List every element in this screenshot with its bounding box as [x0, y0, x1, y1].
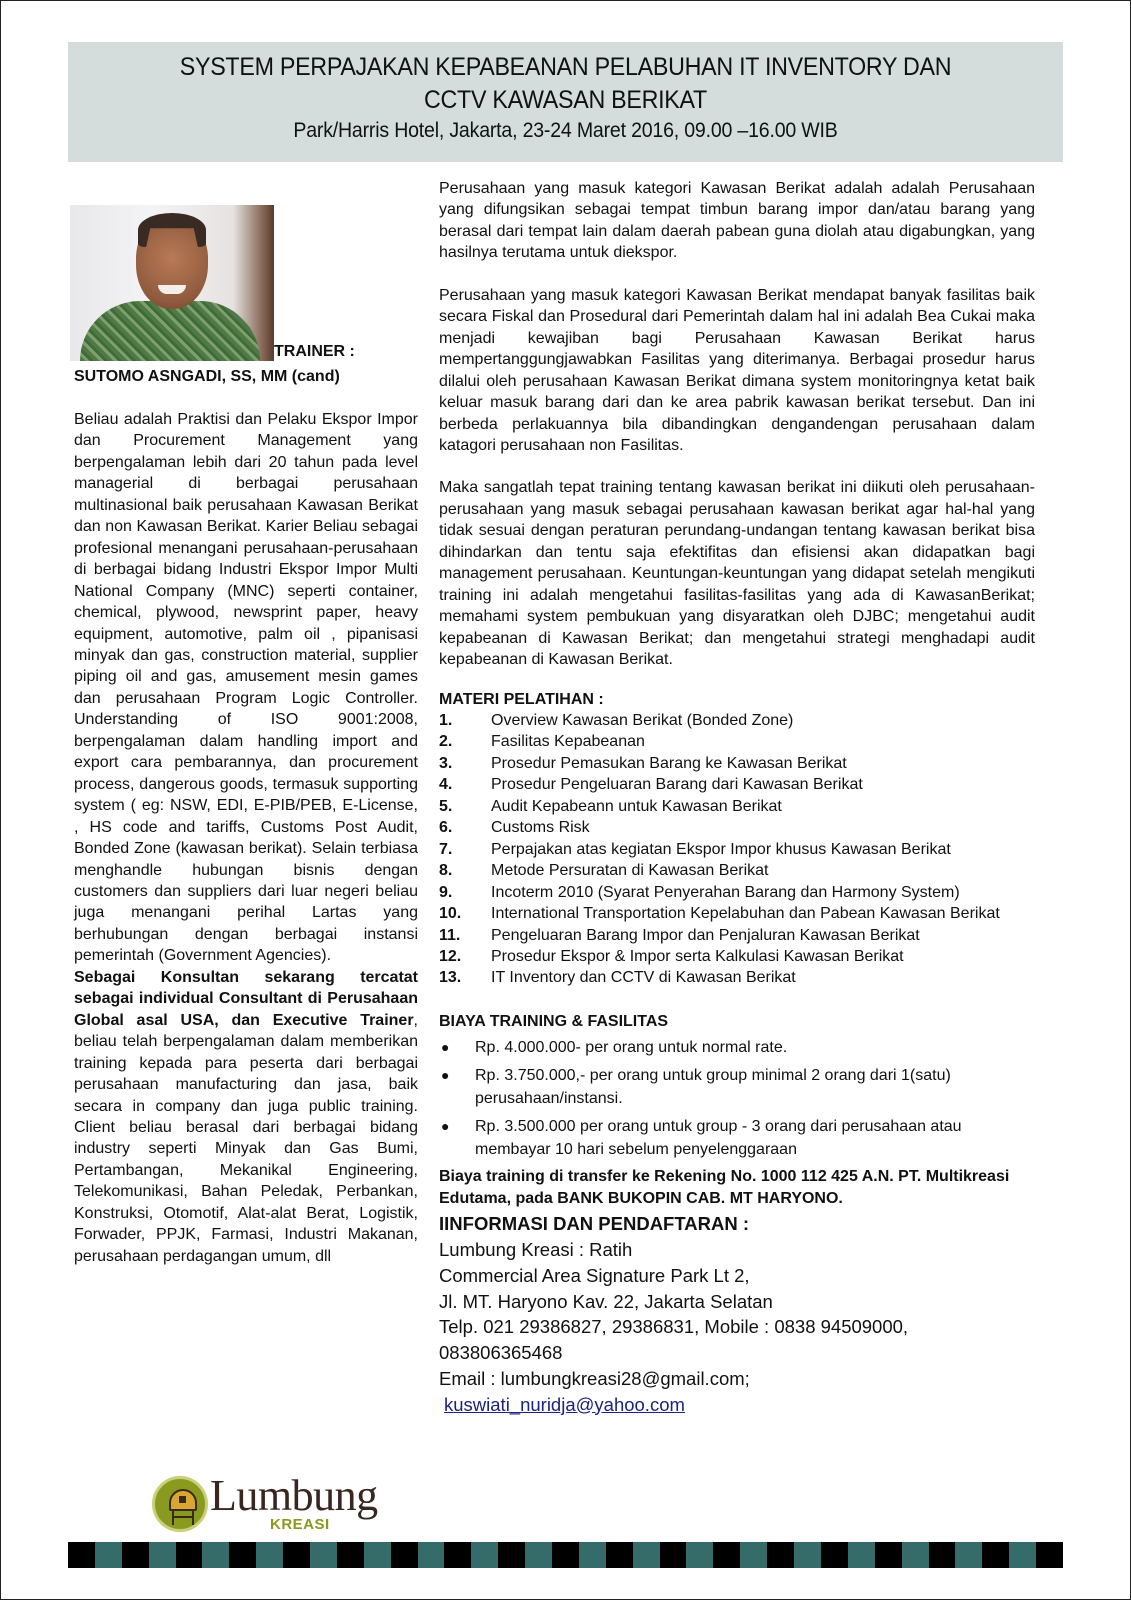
contact-email: Email : lumbungkreasi28@gmail.com; — [439, 1367, 750, 1389]
trainer-photo — [70, 205, 274, 361]
contact-phone-1: Telp. 021 29386827, 29386831, Mobile : 0838 94509000, — [439, 1316, 909, 1338]
materi-item — [439, 903, 1035, 924]
logo-subtitle: KREASI — [270, 1516, 330, 1533]
item-text: Prosedur Ekspor & Impor serta Kalkulasi Kawasan Berikat — [491, 947, 904, 965]
bio-text-2: , beliau telah berpengalaman dalam memberikan training kepada para peserta dari berbagai perusahaan manufacturing dan jasa, baik secara in company dan juga public training. Client beliau berasal dari berbagai bidang industry seperti Minyak dan Gas Bumi, Pertambangan, Mekanikal Engineering, Telekomunikasi, Bahan Peledak, Perbankan, Konstruksi, Otomotif, Alat-alat Berat, Logistik, Forwader, PPJK, Farmasi, Industri Makanan, perusahaan perdagangan umum, dll — [74, 1011, 418, 1265]
item-text: Incoterm 2010 (Syarat Penyerahan Barang dan Harmony System) — [491, 883, 960, 901]
item-number: 12. — [439, 947, 462, 965]
header-band — [68, 42, 1063, 162]
fees-title: BIAYA TRAINING & FASILITAS — [439, 1012, 669, 1030]
right-column — [439, 178, 1035, 1417]
item-number: 9. — [439, 883, 453, 901]
materi-item — [439, 796, 1035, 817]
item-number: 11. — [439, 926, 461, 944]
bullet-icon: ● — [441, 1067, 450, 1084]
fee-text: Rp. 3.750.000,- per orang untuk group minimal 2 orang dari 1(satu) perusahaan/instansi. — [475, 1067, 951, 1108]
item-text: Perpajakan atas kegiatan Ekspor Impor khusus Kawasan Berikat — [491, 840, 951, 858]
barn-icon — [169, 1489, 197, 1511]
logo-circle — [152, 1476, 208, 1532]
item-number: 2. — [439, 733, 453, 751]
trainer-label: TRAINER : — [274, 343, 355, 360]
contact-org: Lumbung Kreasi : Ratih — [439, 1239, 633, 1261]
item-text: Overview Kawasan Berikat (Bonded Zone) — [491, 711, 794, 729]
fees-list — [439, 1036, 1035, 1161]
item-text: Prosedur Pemasukan Barang ke Kawasan Berikat — [491, 754, 847, 772]
item-number: 6. — [439, 819, 453, 837]
item-number: 13. — [439, 969, 462, 987]
item-number: 7. — [439, 840, 453, 858]
materi-title: MATERI PELATIHAN : — [439, 690, 604, 708]
contact-address-1: Commercial Area Signature Park Lt 2, — [439, 1265, 750, 1287]
materi-item — [439, 774, 1035, 795]
materi-item — [439, 839, 1035, 860]
lumbung-kreasi-logo — [152, 1471, 388, 1536]
materi-item — [439, 710, 1035, 731]
item-text: International Transportation Kepelabuhan dan Pabean Kawasan Berikat — [491, 905, 1000, 923]
intro-paragraph-2: Perusahaan yang masuk kategori Kawasan Berikat mendapat banyak fasilitas baik secara Fiskal dan Prosedural dari Pemerintah dalam hal ini adalah Bea Cukai maka menjadi kewajiban bagi Perusahaan Kawasan Berikat harus mempertanggungjawabkan Fasilitas yang diterimanya. Berbagai prosedur harus dilalui oleh perusahaan Kawasan Berikat dimana system monitoringnya ketat baik keluar masuk barang dari dan ke area pabrik kawasan berikat tersebut. Dan ini berbeda perlakuannya bila dibandingkan dengandengan perusahaan dalam katagori perusahaan non Fasilitas. — [439, 286, 1035, 454]
logo-wordmark: Lumbung — [210, 1471, 378, 1520]
materi-item — [439, 860, 1035, 881]
title-line-1: SYSTEM PERPAJAKAN KEPABEANAN PELABUHAN IT INVENTORY DAN — [179, 53, 952, 81]
fee-item — [439, 1036, 1035, 1059]
intro-paragraph-1: Perusahaan yang masuk kategori Kawasan Berikat adalah adalah Perusahaan yang difungsikan sebagai tempat timbun barang impor dan/atau barang yang berasal dari tempat lain dalam daerah pabean guna diolah atau digabungkan, yang hasilnya terutama untuk diekspor. — [439, 180, 1035, 262]
photo-shirt — [80, 301, 260, 361]
page-title — [103, 42, 1028, 117]
item-text: Fasilitas Kepabeanan — [491, 733, 645, 751]
footer-stripe — [68, 1542, 1063, 1568]
intro-paragraph-3: Maka sangatlah tepat training tentang kawasan berikat ini diikuti oleh perusahaan-perusahaan yang masuk sebagai perusahaan kawasan berikat agar hal-hal yang tidak sesuai dengan peraturan perundang-undangan tentang kawasan berikat bisa dihindarkan dan tentu saja efektifitas dan efisiensi akan didapatkan bagi management perusahaan. Keuntungan-keuntungan yang didapat setelah mengikuti training ini adalah mengetahui fasilitas-fasilitas yang ada di KawasanBerikat; memahami system pembukuan yang disyaratkan oleh DJBC; mengetahui audit kepabeanan di Kawasan Berikat; dan mengetahui strategi menghadapi audit kepabeanan di Kawasan Berikat. — [439, 479, 1035, 669]
fee-item — [439, 1115, 1035, 1161]
materi-item — [439, 946, 1035, 967]
bio-highlight: Sebagai Konsultan sekarang tercatat sebagai individual Consultant di Perusahaan Global asal USA, dan Executive Trainer — [74, 968, 418, 1029]
materi-item — [439, 967, 1035, 988]
item-text: Audit Kepabeann untuk Kawasan Berikat — [491, 797, 782, 815]
bio-text-1: Beliau adalah Praktisi dan Pelaku Ekspor Impor dan Procurement Management yang berpengalaman lebih dari 20 tahun pada level managerial di berbagai perusahaan multinasional baik perusahaan Kawasan Berikat dan non Kawasan Berikat. Karier Beliau sebagai profesional menangani perusahaan-perusahaan di berbagai bidang Industri Ekspor Impor Multi National Company (MNC) seperti container, chemical, plywood, newsprint paper, heavy equipment, automotive, palm oil , pipanisasi minyak dan gas, construction material, supplier piping oil and gas, amusement mesin games dan perusahaan Program Logic Controller. Understanding of ISO 9001:2008, berpengalaman dalam handling import and export cara pembarannya, dan procurement process, dangerous goods, termasuk supporting system ( eg: NSW, EDI, E-PIB/PEB, E-License, , HS code and tariffs, Customs Post Audit, Bonded Zone (kawasan berikat). Selain terbiasa menghandle hubungan bisnis dengan customers dan suppliers dari luar negeri beliau juga menangani perihal Lartas yang berhubungan dengan berbagai instansi pemerintah (Government Agencies). — [74, 411, 418, 965]
title-line-2: CCTV KAWASAN BERIKAT — [424, 86, 707, 114]
item-number: 5. — [439, 797, 453, 815]
item-number: 3. — [439, 754, 453, 772]
bullet-icon: ● — [441, 1039, 450, 1056]
materi-item — [439, 882, 1035, 903]
event-venue-date: Park/Harris Hotel, Jakarta, 23-24 Maret 2016, 09.00 –16.00 WIB — [293, 119, 838, 142]
item-text: Customs Risk — [491, 819, 590, 837]
trainer-bio — [74, 409, 418, 1267]
fee-text: Rp. 3.500.000 per orang untuk group - 3 orang dari perusahaan atau membayar 10 hari sebelum penyelenggaraan — [475, 1118, 962, 1159]
item-number: 10. — [439, 905, 462, 923]
item-text: Metode Persuratan di Kawasan Berikat — [491, 862, 769, 880]
fee-text: Rp. 4.000.000- per orang untuk normal rate. — [475, 1039, 788, 1057]
contact-phone-2: 083806365468 — [439, 1342, 563, 1364]
contact-title: IINFORMASI DAN PENDAFTARAN : — [439, 1213, 750, 1235]
item-text: Pengeluaran Barang Impor dan Penjaluran Kawasan Berikat — [491, 926, 920, 944]
materi-list — [439, 710, 1035, 989]
item-text: Prosedur Pengeluaran Barang dari Kawasan Berikat — [491, 776, 863, 794]
trainer-name: SUTOMO ASNGADI, SS, MM (cand) — [74, 368, 340, 385]
item-number: 8. — [439, 862, 453, 880]
barn-legs-icon — [172, 1511, 194, 1525]
item-text: IT Inventory dan CCTV di Kawasan Berikat — [491, 969, 796, 987]
bullet-icon: ● — [441, 1118, 450, 1135]
materi-item — [439, 753, 1035, 774]
contact-block — [439, 1237, 1035, 1417]
item-number: 4. — [439, 776, 453, 794]
email-link[interactable]: kuswiati_nuridja@yahoo.com — [444, 1393, 685, 1415]
fee-item — [439, 1064, 1035, 1110]
materi-item — [439, 817, 1035, 838]
materi-item — [439, 731, 1035, 752]
bank-transfer-note: Biaya training di transfer ke Rekening No. 1000 112 425 A.N. PT. Multikreasi Edutama, pada BANK BUKOPIN CAB. MT HARYONO. — [439, 1168, 1010, 1207]
materi-item — [439, 925, 1035, 946]
contact-address-2: Jl. MT. Haryono Kav. 22, Jakarta Selatan — [439, 1290, 773, 1312]
item-number: 1. — [439, 711, 453, 729]
